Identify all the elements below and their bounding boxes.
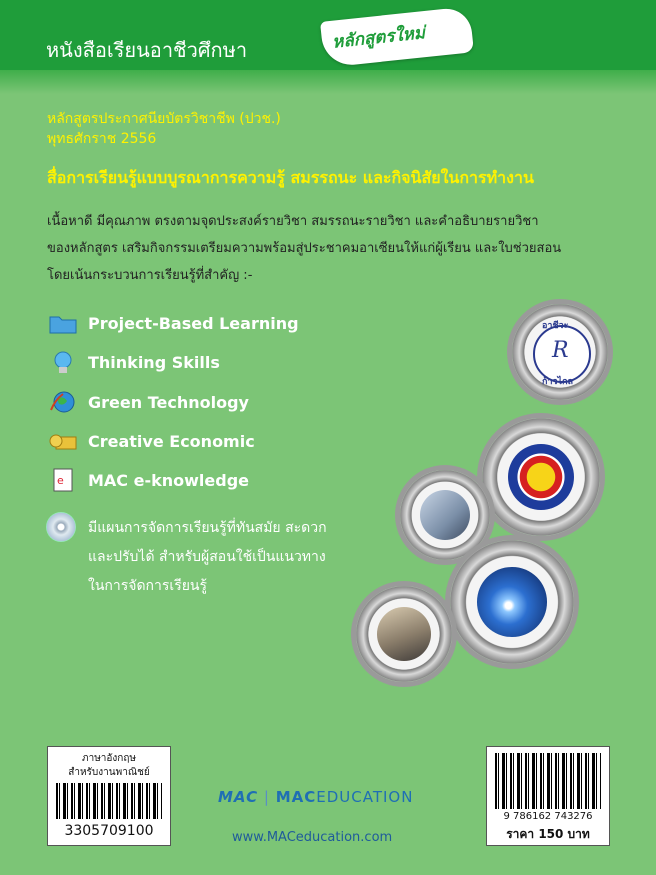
office-photo	[377, 607, 431, 661]
publisher-logo: MAC | MACEDUCATION	[218, 788, 414, 806]
curriculum-line-2: พุทธศักราช 2556	[47, 131, 157, 147]
feature-item	[48, 349, 220, 375]
gear-office	[356, 586, 452, 682]
gear-logo-letter: R	[552, 338, 569, 363]
welding-photo	[477, 567, 546, 636]
gear-logo-bottom-text: ก้าวไกล	[542, 377, 574, 387]
note-line: มีแผนการจัดการเรียนรู้ที่ทันสมัย สะดวก	[88, 520, 327, 536]
description-line: ของหลักสูตร เสริมกิจกรรมเตรียมความพร้อมสู่ประชาคมอาเซียนให้แก่ผู้เรียน และใบช่วยสอน	[47, 241, 562, 256]
badge-text: หลักสูตรใหม่	[331, 23, 426, 53]
subject-code: 3305709100	[64, 823, 154, 839]
subject-line-2: สำหรับงานพาณิชย์	[68, 767, 150, 778]
feature-label: Green Technology	[88, 392, 249, 412]
book-series-title: หนังสือเรียนอาชีวศึกษา	[46, 38, 248, 62]
note-line: ในการจัดการเรียนรู้	[88, 578, 208, 594]
gear-welding	[450, 540, 574, 664]
barcode-bars	[56, 783, 162, 819]
feature-item	[48, 310, 299, 336]
lightbulb-icon	[48, 350, 78, 374]
description-line: โดยเน้นกระบวนการเรียนรู้ที่สำคัญ :-	[47, 268, 253, 283]
gear-handshake	[400, 470, 490, 560]
isbn-barcode	[486, 746, 610, 846]
logo-text: EDUCATION	[316, 788, 414, 806]
handshake-photo	[420, 490, 470, 540]
feature-item	[48, 389, 249, 415]
logo-text-bold: MAC	[275, 788, 317, 806]
barcode-bars	[495, 753, 601, 809]
curriculum-line-1: หลักสูตรประกาศนียบัตรวิชาชีพ (ปวช.)	[47, 111, 281, 127]
svg-text:e: e	[57, 474, 64, 487]
subtitle: สื่อการเรียนรู้แบบบูรณาการความรู้ สมรรถนะ และกิจนิสัยในการทำงาน	[47, 168, 534, 187]
header-gradient	[0, 70, 656, 94]
mac-ebook-icon	[48, 468, 78, 492]
description	[47, 208, 627, 289]
folder-icon	[48, 311, 78, 335]
publisher-url[interactable]: www.MACeducation.com	[232, 830, 393, 845]
subject-barcode	[47, 746, 171, 846]
description-line: เนื้อหาดี มีคุณภาพ ตรงตามจุดประสงค์รายวิชา สมรรถนะรายวิชา และคำอธิบายรายวิชา	[47, 214, 539, 229]
feature-label: Thinking Skills	[88, 352, 220, 372]
price: ราคา 150 บาท	[506, 827, 590, 841]
gear-logo	[512, 304, 608, 400]
gear-logo-top-text: อาชีวะ	[542, 321, 569, 331]
feature-label: Creative Economic	[88, 431, 255, 451]
teaching-plan-note	[88, 514, 388, 601]
asean-emblem	[508, 444, 574, 510]
feature-label: MAC e-knowledge	[88, 470, 250, 490]
money-icon	[48, 429, 78, 453]
feature-item	[48, 467, 249, 493]
cd-icon	[46, 512, 76, 542]
feature-item	[48, 428, 255, 454]
isbn-number: 9 786162 743276	[503, 811, 593, 822]
note-line: และปรับได้ สำหรับผู้สอนใช้เป็นแนวทาง	[88, 549, 326, 565]
globe-icon	[48, 390, 78, 414]
subject-line-1: ภาษาอังกฤษ	[81, 753, 136, 764]
gear-asean	[482, 418, 600, 536]
mac-logo-mark: MAC	[218, 788, 259, 806]
feature-label: Project-Based Learning	[88, 313, 299, 333]
